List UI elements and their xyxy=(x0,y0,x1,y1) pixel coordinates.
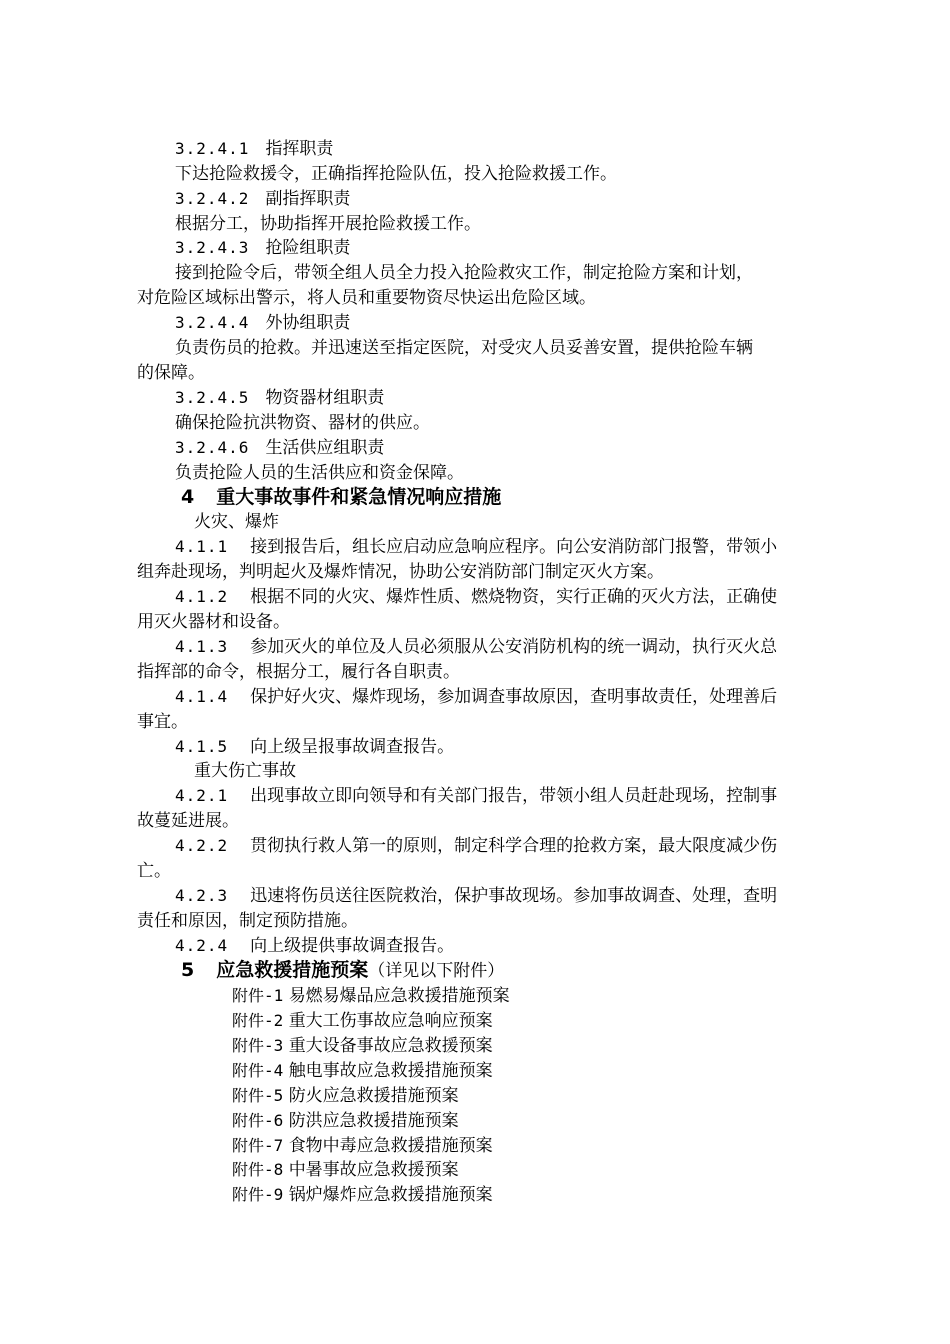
clause-heading xyxy=(175,313,350,333)
clause-first-line xyxy=(175,687,777,707)
clause-text: 保护好火灾、爆炸现场，参加调查事故原因，查明事故责任，处理善后 xyxy=(250,687,778,707)
clause-heading xyxy=(175,388,384,408)
clause-body: 负责伤员的抢救。并迅速送至指定医院，对受灾人员妥善安置，提供抢险车辆 xyxy=(175,338,753,358)
clause-number: 3.2.4.4 xyxy=(175,313,250,332)
clause-title: 物资器材组职责 xyxy=(265,388,385,408)
attachment-name: 易燃易爆品应急救援措施预案 xyxy=(288,986,510,1006)
clause-heading xyxy=(175,438,384,458)
clause-number: 4.1.3 xyxy=(175,637,229,656)
clause-title: 抢险组职责 xyxy=(265,238,351,258)
clause-continuation: 故蔓延进展。 xyxy=(137,811,239,831)
clause-continuation: 指挥部的命令，根据分工，履行各自职责。 xyxy=(137,662,460,682)
clause-body: 根据分工，协助指挥开展抢险救援工作。 xyxy=(175,214,481,234)
attachment-name: 中暑事故应急救援预案 xyxy=(288,1160,459,1180)
clause-number: 4.2.3 xyxy=(175,886,229,905)
attachment-name: 食物中毒应急救援措施预案 xyxy=(288,1136,493,1156)
clause-text: 迅速将伤员送往医院救治，保护事故现场。参加事故调查、处理，查明 xyxy=(250,886,778,906)
attachment-item xyxy=(232,1036,493,1056)
clause-first-line xyxy=(175,737,454,757)
clause-body: 接到抢险令后，带领全组人员全力投入抢险救灾工作，制定抢险方案和计划， xyxy=(175,263,753,283)
clause-continuation: 组奔赴现场，判明起火及爆炸情况，协助公安消防部门制定灭火方案。 xyxy=(137,562,664,582)
clause-title: 外协组职责 xyxy=(265,313,351,333)
clause-number: 3.2.4.2 xyxy=(175,189,250,208)
attachment-item xyxy=(232,986,510,1006)
attachment-label: 附件-3 xyxy=(232,1036,284,1055)
clause-number: 3.2.4.5 xyxy=(175,388,250,407)
clause-text: 向上级呈报事故调查报告。 xyxy=(250,737,455,757)
clause-first-line xyxy=(175,936,454,956)
attachment-label: 附件-5 xyxy=(232,1086,284,1105)
attachment-label: 附件-6 xyxy=(232,1111,284,1130)
clause-number: 4.2.1 xyxy=(175,786,229,805)
clause-continuation: 事宜。 xyxy=(137,712,188,732)
attachment-label: 附件-7 xyxy=(232,1136,284,1155)
clause-number: 4.1.2 xyxy=(175,587,229,606)
clause-heading xyxy=(175,189,350,209)
clause-text: 出现事故立即向领导和有关部门报告，带领小组人员赶赴现场，控制事 xyxy=(250,786,778,806)
clause-number: 3.2.4.1 xyxy=(175,139,250,158)
attachment-name: 防火应急救援措施预案 xyxy=(288,1086,459,1106)
attachment-item xyxy=(232,1136,493,1156)
clause-first-line xyxy=(175,836,777,856)
attachment-name: 重大工伤事故应急响应预案 xyxy=(288,1011,493,1031)
attachment-item xyxy=(232,1111,459,1131)
clause-body: 的保障。 xyxy=(137,363,205,383)
clause-heading xyxy=(175,139,333,159)
clause-title: 副指挥职责 xyxy=(265,189,351,209)
clause-text: 接到报告后，组长应启动应急响应程序。向公安消防部门报警，带领小 xyxy=(250,537,778,557)
clause-first-line xyxy=(175,537,777,557)
clause-body: 下达抢险救援令，正确指挥抢险队伍，投入抢险救援工作。 xyxy=(175,164,617,184)
attachment-item xyxy=(232,1061,493,1081)
clause-number: 4.1.5 xyxy=(175,737,229,756)
section-note: （详见以下附件） xyxy=(368,961,505,981)
attachment-name: 锅炉爆炸应急救援措施预案 xyxy=(288,1185,493,1205)
clause-text: 贯彻执行救人第一的原则，制定科学合理的抢救方案，最大限度减少伤 xyxy=(250,836,778,856)
attachment-item xyxy=(232,1160,459,1180)
clause-number: 3.2.4.6 xyxy=(175,438,250,457)
clause-title: 指挥职责 xyxy=(265,139,334,159)
clause-text: 向上级提供事故调查报告。 xyxy=(250,936,455,956)
clause-number: 3.2.4.3 xyxy=(175,238,250,257)
section-title: 重大事故事件和紧急情况响应措施 xyxy=(216,486,502,508)
section-heading xyxy=(181,960,504,981)
clause-number: 4.1.1 xyxy=(175,537,229,556)
subsection-title: 火灾、爆炸 xyxy=(194,512,279,532)
clause-first-line xyxy=(175,587,777,607)
clause-first-line xyxy=(175,637,777,657)
section-heading xyxy=(181,487,501,507)
clause-number: 4.2.4 xyxy=(175,936,229,955)
clause-continuation: 用灭火器材和设备。 xyxy=(137,612,290,632)
clause-heading xyxy=(175,238,350,258)
attachment-label: 附件-9 xyxy=(232,1185,284,1204)
clause-continuation: 亡。 xyxy=(137,861,171,881)
clause-text: 根据不同的火灾、爆炸性质、燃烧物资，实行正确的灭火方法，正确使 xyxy=(250,587,778,607)
clause-number: 4.2.2 xyxy=(175,836,229,855)
attachment-label: 附件-4 xyxy=(232,1061,284,1080)
clause-title: 生活供应组职责 xyxy=(265,438,385,458)
clause-number: 4.1.4 xyxy=(175,687,229,706)
attachment-label: 附件-2 xyxy=(232,1011,284,1030)
attachment-label: 附件-1 xyxy=(232,986,284,1005)
attachment-name: 重大设备事故应急救援预案 xyxy=(288,1036,493,1056)
attachment-name: 触电事故应急救援措施预案 xyxy=(288,1061,493,1081)
attachment-item xyxy=(232,1011,493,1031)
attachment-label: 附件-8 xyxy=(232,1160,284,1179)
clause-first-line xyxy=(175,786,777,806)
clause-body: 负责抢险人员的生活供应和资金保障。 xyxy=(175,463,464,483)
clause-text: 参加灭火的单位及人员必须服从公安消防机构的统一调动，执行灭火总 xyxy=(250,637,778,657)
attachment-name: 防洪应急救援措施预案 xyxy=(288,1111,459,1131)
section-title: 应急救援措施预案 xyxy=(216,959,369,981)
attachment-item xyxy=(232,1185,493,1205)
clause-continuation: 责任和原因，制定预防措施。 xyxy=(137,911,358,931)
section-number: 5 xyxy=(181,959,195,981)
subsection-title: 重大伤亡事故 xyxy=(194,761,296,781)
clause-body: 对危险区域标出警示，将人员和重要物资尽快运出危险区域。 xyxy=(137,288,596,308)
clause-first-line xyxy=(175,886,777,906)
clause-body: 确保抢险抗洪物资、器材的供应。 xyxy=(175,413,430,433)
attachment-item xyxy=(232,1086,459,1106)
section-number: 4 xyxy=(181,486,195,508)
